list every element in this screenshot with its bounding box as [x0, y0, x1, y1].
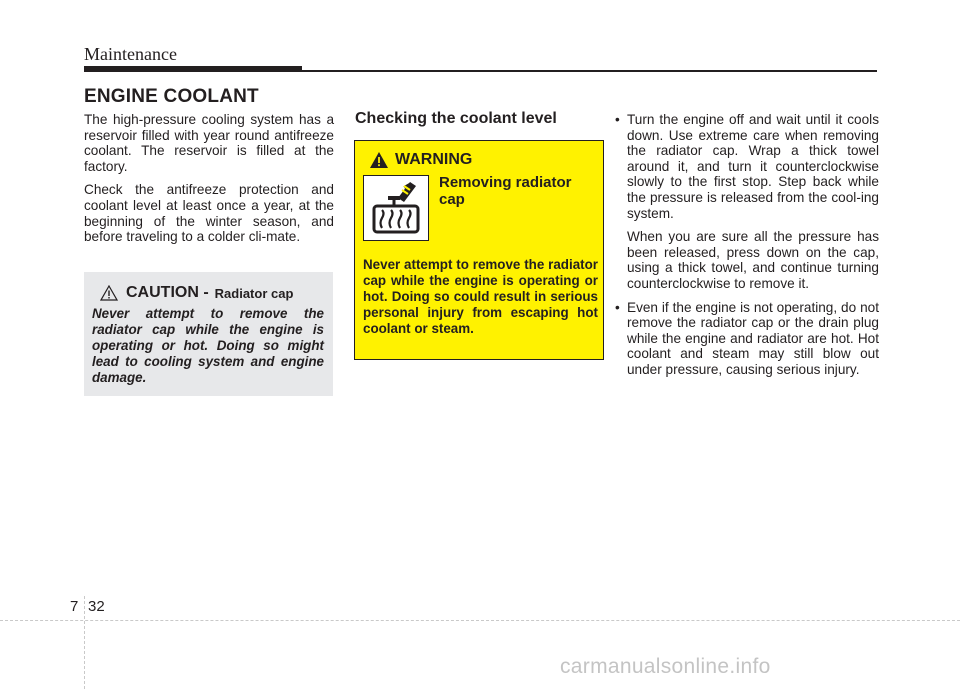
caution-text: Never attempt to remove the radiator cap while the engine is operating or hot. Doing so might lead to cooling system and engine damage. — [92, 306, 324, 385]
caution-box — [84, 272, 333, 396]
bullet-icon: • — [615, 112, 620, 127]
header-rule-thick — [84, 66, 302, 72]
warning-label: WARNING — [395, 151, 473, 168]
left-column — [84, 112, 334, 253]
list-item — [615, 300, 879, 378]
bullet-1-continuation: When you are sure all the pressure has been released, press down on the cap, using a thick towel, and continue turning counterclockwise to remove it. — [627, 229, 879, 291]
caution-triangle-icon — [100, 285, 118, 301]
warning-text: Never attempt to remove the radiator cap while the engine is operating or hot. Doing so could result in serious personal injury from escaping hot coolant or steam. — [363, 257, 598, 336]
running-header: Maintenance — [84, 44, 177, 64]
bullet-icon: • — [615, 299, 620, 315]
caution-header — [100, 284, 293, 302]
caution-label: CAUTION - — [126, 284, 209, 301]
chapter-number: 7 — [70, 598, 79, 615]
footer-divider — [0, 620, 960, 621]
warning-box — [354, 140, 604, 360]
section-title: ENGINE COOLANT — [84, 86, 259, 107]
warning-header — [369, 151, 472, 169]
procedure-list — [615, 112, 879, 378]
watermark: carmanualsonline.info — [560, 655, 771, 678]
header-rule-thin — [302, 70, 877, 72]
bullet-1-text: Turn the engine off and wait until it cools down. Use extreme care when removing the radiator cap. Wrap a thick towel around it, and turn it counterclockwise slowly to the first stop. Step back while the pressure is released from the cool-ing system. — [627, 112, 879, 221]
right-column — [615, 112, 879, 386]
intro-paragraph-2: Check the antifreeze protection and coolant level at least once a year, at the beginning of the winter season, and before traveling to a colder cli-mate. — [84, 182, 334, 245]
hot-radiator-icon — [363, 175, 429, 241]
page-number: 32 — [88, 598, 105, 615]
list-item — [615, 112, 879, 292]
footer-vertical-divider — [84, 596, 85, 689]
subsection-heading: Checking the coolant level — [355, 110, 557, 127]
intro-paragraph-1: The high-pressure cooling system has a reservoir filled with year round antifreeze coolant. The reservoir is filled at the factory. — [84, 112, 334, 174]
warning-triangle-icon — [369, 151, 389, 169]
bullet-2-text: Even if the engine is not operating, do not remove the radiator cap or the drain plug while the engine and radiator are hot. Hot coolant and steam may still blow out under pressure, causing serious injury. — [627, 299, 879, 377]
caution-subject: Radiator cap — [214, 285, 294, 301]
warning-subtitle: Removing radiator cap — [439, 174, 572, 208]
